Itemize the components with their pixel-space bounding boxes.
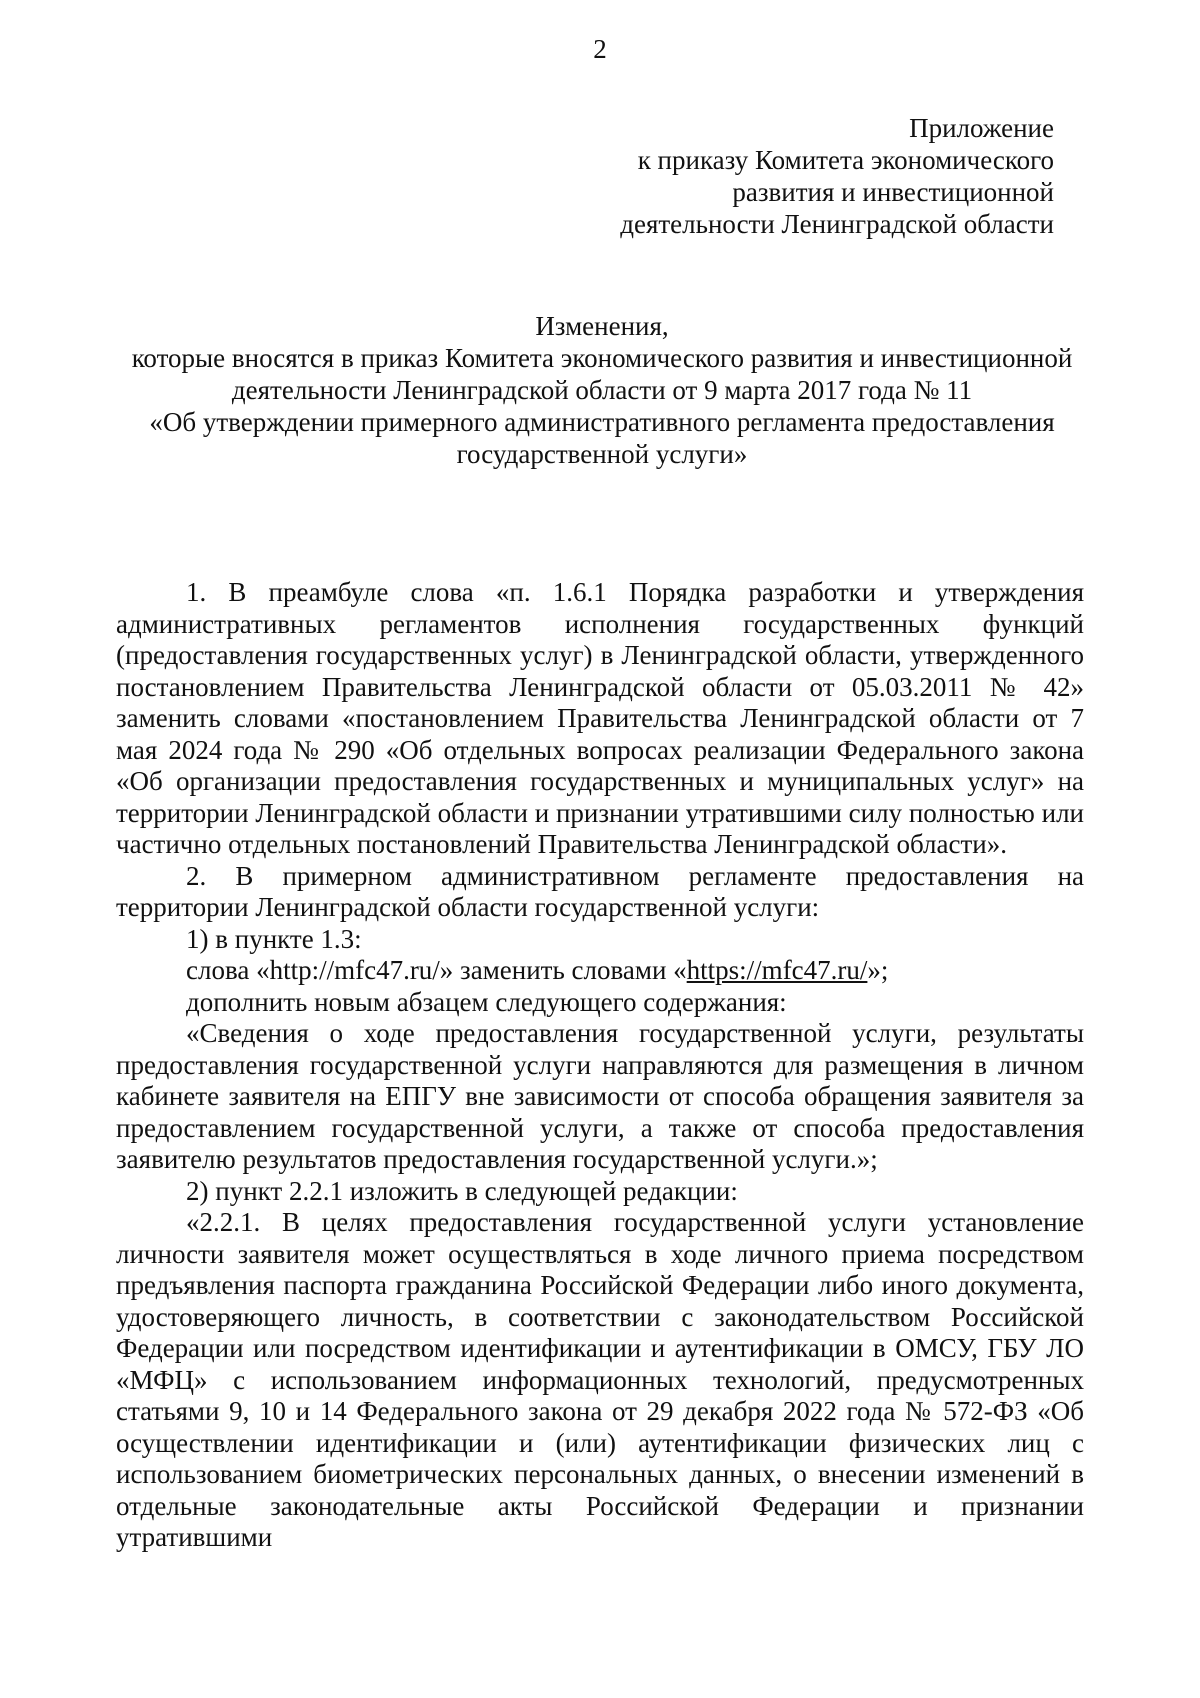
title-line: «Об утверждении примерного административного регламента предоставления (149, 407, 1055, 437)
title-line: государственной услуги» (456, 439, 748, 469)
appendix-line: Приложение (909, 113, 1054, 143)
paragraph: 2) пункт 2.2.1 изложить в следующей редакции: (186, 1175, 738, 1206)
appendix-header (354, 112, 1054, 240)
paragraph (116, 955, 1084, 987)
title-line: деятельности Ленинградской области от 9 марта 2017 года № 11 (231, 375, 973, 405)
paragraph: дополнить новым абзацем следующего содержания: (186, 986, 787, 1017)
mfc-link[interactable]: https://mfc47.ru/ (686, 955, 868, 985)
appendix-line: развития и инвестиционной (732, 177, 1054, 207)
document-body (116, 577, 1084, 1554)
paragraph: «2.2.1. В целях предоставления государственной услуги установление личности заявителя может осуществляться в ходе личного приема посредством предъявления паспорта гражданина Российской Федерации либо иного документа, удостоверяющего личность, в соответствии с законодательством Российской Федерации или посредством идентификации и аутентификации в ОМСУ, ГБУ ЛО «МФЦ» с использованием информационных технологий, предусмотренных статьями 9, 10 и 14 Федерального закона от 29 декабря 2022 года № 572-ФЗ «Об осуществлении идентификации и (или) аутентификации физических лиц с использованием биометрических персональных данных, о внесении изменений в отдельные законодательные акты Российской Федерации и признании утратившими (116, 1207, 1084, 1552)
title-line: которые вносятся в приказ Комитета экономического развития и инвестиционной (131, 343, 1073, 373)
paragraph: «Сведения о ходе предоставления государственной услуги, результаты предоставления государственной услуги направляются для размещения в личном кабинете заявителя на ЕПГУ вне зависимости от способа обращения заявителя за предоставлением государственной услуги, а также от способа предоставления заявителю результатов предоставления государственной услуги.»; (116, 1018, 1084, 1174)
appendix-line: к приказу Комитета экономического (637, 145, 1054, 175)
document-title (118, 310, 1086, 470)
paragraph-text: слова «http://mfc47.ru/» заменить словами « (186, 955, 687, 985)
paragraph: 1) в пункте 1.3: (186, 923, 362, 954)
paragraph-text: »; (867, 955, 889, 985)
paragraph: 2. В примерном административном регламенте предоставления на территории Ленинградской области государственной услуги: (116, 860, 1084, 922)
paragraph: 1. В преамбуле слова «п. 1.6.1 Порядка разработки и утверждения административных регламентов исполнения государственных функций (предоставления государственных услуг) в Ленинградской области, утвержденного постановлением Правительства Ленинградской области от 05.03.2011 № 42» заменить словами «постановлением Правительства Ленинградской области от 7 мая 2024 года № 290 «Об отдельных вопросах реализации Федерального закона «Об организации предоставления государственных и муниципальных услуг» на территории Ленинградской области и признании утратившими силу полностью или частично отдельных постановлений Правительства Ленинградской области». (116, 577, 1084, 859)
appendix-line: деятельности Ленинградской области (620, 209, 1054, 239)
page-number: 2 (593, 34, 607, 64)
title-line: Изменения, (535, 311, 669, 341)
